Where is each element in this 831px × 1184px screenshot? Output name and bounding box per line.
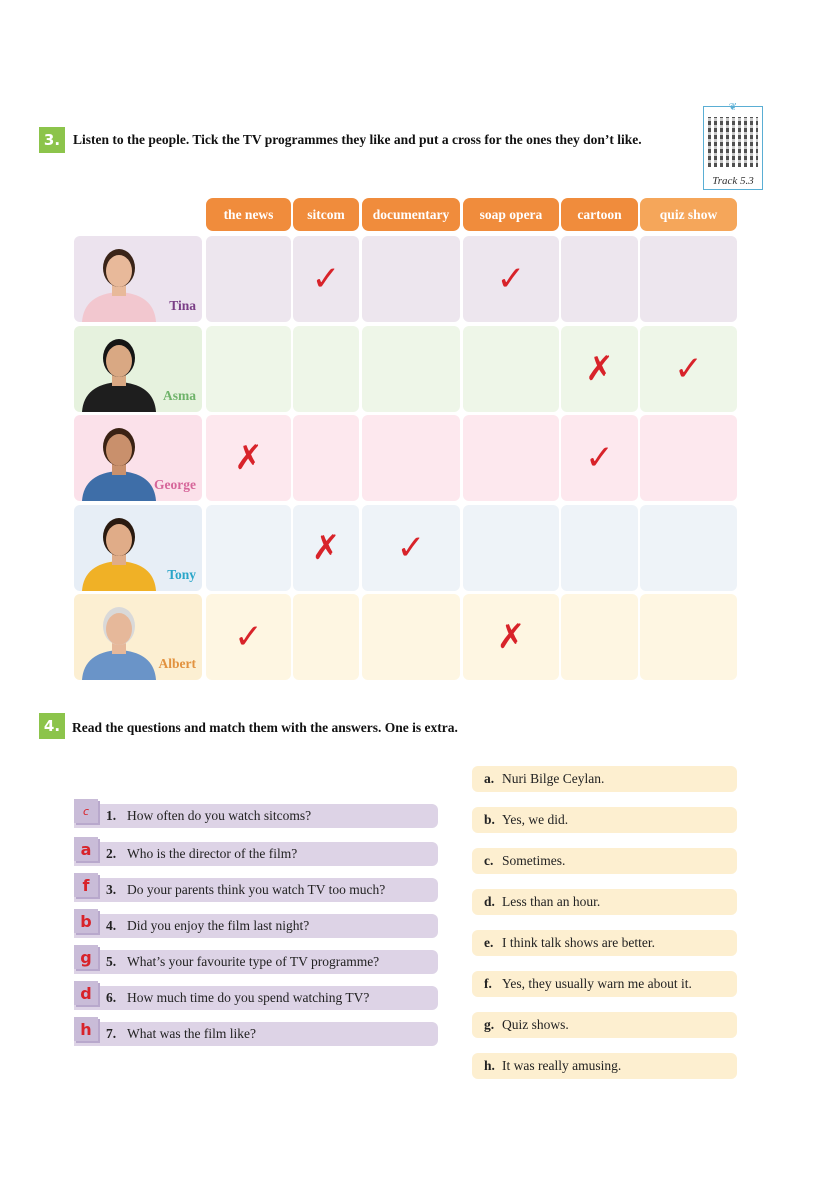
answer-cell-george-documentary[interactable] (362, 415, 460, 501)
person-photo-tony (74, 505, 202, 591)
answer-option (472, 807, 737, 833)
answer-cell-asma-sitcom[interactable] (293, 326, 359, 412)
person-illustration-icon (74, 505, 164, 591)
question-text: How much time do you spend watching TV? (127, 990, 370, 1005)
question-number: 5. (106, 954, 117, 969)
answer-cell-george-quiz-show[interactable] (640, 415, 737, 501)
question-number: 3. (106, 882, 117, 897)
person-name: Asma (163, 388, 196, 403)
cross-mark-icon: ✗ (585, 349, 614, 389)
answer-text: Sometimes. (502, 853, 566, 868)
question-text: How often do you watch sitcoms? (127, 808, 312, 823)
question-text: Do your parents think you watch TV too much? (127, 882, 386, 897)
column-header-documentary: documentary (362, 198, 460, 231)
answer-cell-albert-sitcom[interactable] (293, 594, 359, 680)
qr-code-track[interactable] (703, 102, 763, 190)
question-row (74, 947, 438, 974)
column-header-soap-opera: soap opera (463, 198, 559, 231)
question-text: Who is the director of the film? (127, 846, 298, 861)
person-illustration-icon (74, 594, 164, 680)
answer-cell-tony-quiz-show[interactable] (640, 505, 737, 591)
person-photo-george (74, 415, 202, 501)
tick-mark-icon: ✓ (311, 259, 341, 299)
answer-option (472, 848, 737, 874)
question-number: 7. (106, 1026, 117, 1041)
person-illustration-icon (74, 236, 164, 322)
answer-option (472, 1053, 737, 1079)
answer-letter-box[interactable]: d (74, 981, 98, 1005)
person-photo-asma (74, 326, 202, 412)
answer-text: It was really amusing. (502, 1058, 622, 1073)
qr-code-icon (708, 117, 758, 167)
person-name: Tina (169, 298, 196, 313)
cross-mark-icon: ✗ (311, 528, 341, 568)
column-header-sitcom: sitcom (293, 198, 359, 231)
answer-cell-asma-the-news[interactable] (206, 326, 291, 412)
question-row (74, 983, 438, 1010)
tick-mark-icon: ✓ (234, 617, 263, 657)
exercise-4-number: 4. (39, 713, 65, 739)
answer-letter: a. (484, 771, 495, 786)
answer-option (472, 1012, 737, 1038)
track-label: Track 5.3 (712, 175, 754, 187)
question-text: Did you enjoy the film last night? (127, 918, 310, 933)
answer-cell-george-sitcom[interactable] (293, 415, 359, 501)
answer-letter: g. (484, 1017, 495, 1032)
cross-mark-icon: ✗ (496, 617, 526, 657)
answer-text: Quiz shows. (502, 1017, 569, 1032)
answer-cell-tony-cartoon[interactable] (561, 505, 638, 591)
person-photo-albert (74, 594, 202, 680)
answer-cell-tina-documentary[interactable] (362, 236, 460, 322)
answer-letter-box[interactable]: c (74, 799, 98, 823)
answer-cell-tina-the-news[interactable] (206, 236, 291, 322)
answer-cell-tony-the-news[interactable] (206, 505, 291, 591)
answer-option (472, 971, 737, 997)
answer-letter: f. (484, 976, 492, 991)
answer-text: Yes, we did. (502, 812, 569, 827)
cross-mark-icon: ✗ (234, 438, 263, 478)
tick-mark-icon: ✓ (396, 528, 426, 568)
question-number: 6. (106, 990, 117, 1005)
answer-cell-tina-cartoon[interactable] (561, 236, 638, 322)
answer-text: I think talk shows are better. (502, 935, 655, 950)
exercise-4-instruction: Read the questions and match them with the answers. One is extra. (72, 720, 458, 735)
exercise-3-instruction: Listen to the people. Tick the TV programmes they like and put a cross for the ones they don’t like. (73, 132, 642, 147)
answer-letter-box[interactable]: h (74, 1017, 98, 1041)
answer-cell-asma-documentary[interactable] (362, 326, 460, 412)
answer-cell-albert-cartoon[interactable] (561, 594, 638, 680)
person-illustration-icon (74, 415, 164, 501)
answer-letter: c. (484, 853, 494, 868)
column-header-cartoon: cartoon (561, 198, 638, 231)
question-text: What’s your favourite type of TV programme? (127, 954, 380, 969)
tick-mark-icon: ✓ (674, 349, 703, 389)
answer-cell-tina-quiz-show[interactable] (640, 236, 737, 322)
answer-option (472, 766, 737, 792)
answer-letter: d. (484, 894, 495, 909)
answer-letter: h. (484, 1058, 495, 1073)
exercise-3-number: 3. (39, 127, 65, 153)
answer-option (472, 889, 737, 915)
question-number: 1. (106, 808, 117, 823)
answer-text: Less than an hour. (502, 894, 601, 909)
answer-cell-albert-documentary[interactable] (362, 594, 460, 680)
tick-mark-icon: ✓ (496, 259, 526, 299)
answer-option (472, 930, 737, 956)
person-name: George (154, 477, 196, 492)
answer-cell-albert-quiz-show[interactable] (640, 594, 737, 680)
leaf-icon: ❦ (728, 102, 738, 113)
question-row (74, 875, 438, 902)
column-header-quiz-show: quiz show (640, 198, 737, 231)
question-row (74, 911, 438, 938)
answer-letter: e. (484, 935, 494, 950)
tick-mark-icon: ✓ (585, 438, 614, 478)
person-name: Albert (158, 656, 196, 671)
answer-letter-box[interactable]: g (74, 945, 98, 969)
question-row (74, 839, 438, 866)
answer-letter-box[interactable]: f (74, 873, 98, 897)
person-photo-tina (74, 236, 202, 322)
question-number: 4. (106, 918, 117, 933)
person-illustration-icon (74, 326, 164, 412)
answer-text: Nuri Bilge Ceylan. (502, 771, 605, 786)
question-text: What was the film like? (127, 1026, 256, 1041)
answer-text: Yes, they usually warn me about it. (502, 976, 692, 991)
answer-letter-box[interactable]: b (74, 909, 98, 933)
answer-cell-asma-soap-opera[interactable] (463, 326, 559, 412)
answer-cell-george-soap-opera[interactable] (463, 415, 559, 501)
question-row (74, 804, 438, 828)
question-number: 2. (106, 846, 117, 861)
column-header-the-news: the news (206, 198, 291, 231)
question-row (74, 1019, 438, 1046)
answer-letter-box[interactable]: a (74, 837, 98, 861)
answer-letter: b. (484, 812, 495, 827)
answer-cell-tony-soap-opera[interactable] (463, 505, 559, 591)
person-name: Tony (167, 567, 196, 582)
